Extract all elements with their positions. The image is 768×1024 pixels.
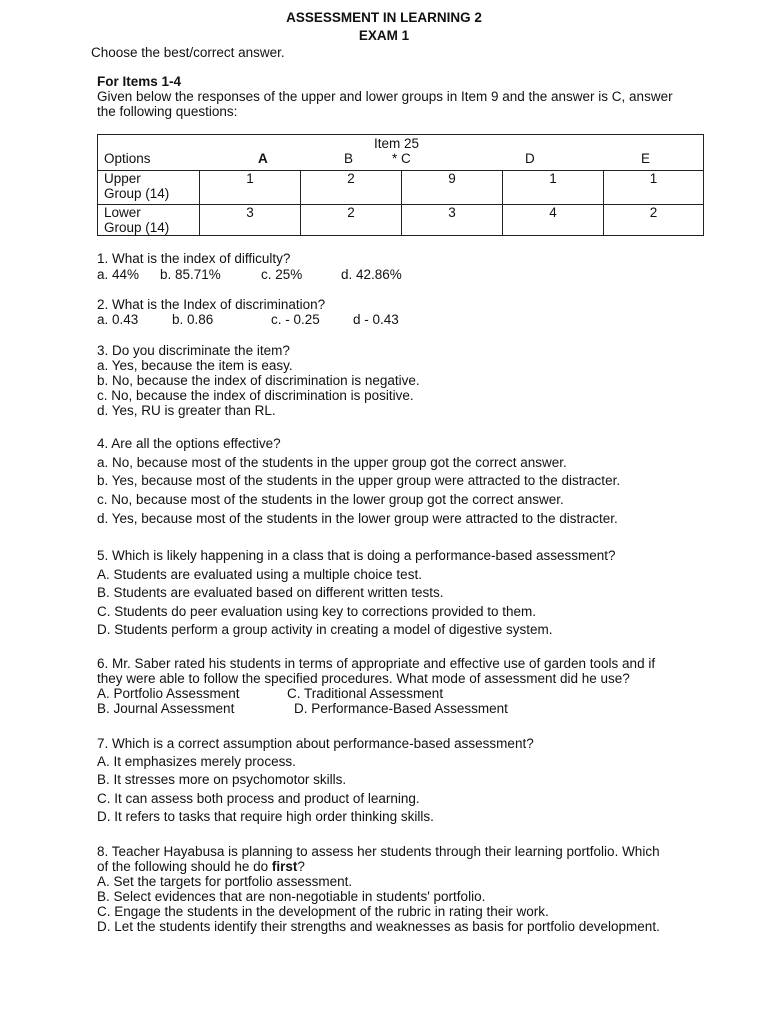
q1-question: 1. What is the index of difficulty? bbox=[97, 251, 291, 266]
q3-option-d: d. Yes, RU is greater than RL. bbox=[97, 403, 276, 418]
q8-question-line2-post: ? bbox=[297, 859, 305, 874]
lower-value-d: 4 bbox=[503, 205, 604, 236]
q7-option-d: D. It refers to tasks that require high order thinking skills. bbox=[97, 809, 434, 824]
q3-option-c: c. No, because the index of discrimination is positive. bbox=[97, 388, 414, 403]
option-c-label: * C bbox=[392, 151, 411, 166]
q4-option-a: a. No, because most of the students in the upper group got the correct answer. bbox=[97, 455, 567, 470]
q6-option-b: B. Journal Assessment bbox=[97, 701, 235, 716]
upper-label-line1: Upper bbox=[104, 171, 141, 186]
q8-option-d: D. Let the students identify their strengths and weaknesses as basis for portfolio development. bbox=[97, 919, 660, 934]
q8-first-emphasis: first bbox=[271, 859, 298, 874]
upper-value-b: 2 bbox=[301, 171, 402, 205]
options-label: Options bbox=[104, 151, 151, 166]
lower-value-c: 3 bbox=[402, 205, 503, 236]
option-b-label: B bbox=[344, 151, 354, 166]
q1-option-c: c. 25% bbox=[261, 267, 303, 282]
q6-option-c: C. Traditional Assessment bbox=[287, 686, 444, 701]
upper-value-a: 1 bbox=[200, 171, 301, 205]
exam-title: ASSESSMENT IN LEARNING 2 bbox=[286, 10, 482, 25]
table-row-upper bbox=[98, 171, 704, 205]
q1-option-b: b. 85.71% bbox=[160, 267, 221, 282]
items-heading: For Items 1-4 bbox=[97, 74, 182, 89]
item-label: Item 25 bbox=[374, 136, 420, 151]
q6-question-line2: they were able to follow the specified procedures. What mode of assessment did he use? bbox=[97, 671, 630, 686]
q2-option-d: d - 0.43 bbox=[353, 312, 399, 327]
q2-option-b: b. 0.86 bbox=[172, 312, 214, 327]
table-row-lower bbox=[98, 205, 704, 236]
lower-value-e: 2 bbox=[604, 205, 704, 236]
option-d-label: D bbox=[525, 151, 535, 166]
table-header-cell bbox=[98, 135, 704, 171]
q5-option-b: B. Students are evaluated based on different written tests. bbox=[97, 585, 444, 600]
q7-option-a: A. It emphasizes merely process. bbox=[97, 754, 296, 769]
option-e-label: E bbox=[641, 151, 651, 166]
table-header-row bbox=[98, 135, 704, 171]
q8-question-line1: 8. Teacher Hayabusa is planning to assess her students through their learning portfolio. Which bbox=[97, 844, 660, 859]
q1-option-a: a. 44% bbox=[97, 267, 140, 282]
q6-option-d: D. Performance-Based Assessment bbox=[294, 701, 508, 716]
q7-option-b: B. It stresses more on psychomotor skills. bbox=[97, 772, 347, 787]
q4-option-d: d. Yes, because most of the students in the lower group were attracted to the distracter. bbox=[97, 511, 618, 526]
lower-value-a: 3 bbox=[200, 205, 301, 236]
q5-option-c: C. Students do peer evaluation using key to corrections provided to them. bbox=[97, 604, 537, 619]
q4-option-b: b. Yes, because most of the students in the upper group were attracted to the distracter. bbox=[97, 473, 621, 488]
q5-question: 5. Which is likely happening in a class that is doing a performance-based assessment? bbox=[97, 548, 616, 563]
q4-question: 4. Are all the options effective? bbox=[97, 436, 281, 451]
lower-label-line1: Lower bbox=[104, 205, 141, 220]
option-a-label: A bbox=[258, 151, 268, 166]
lower-label-line2: Group (14) bbox=[104, 220, 170, 235]
q6-question-line1: 6. Mr. Saber rated his students in terms of appropriate and effective use of garden tools and if bbox=[97, 656, 656, 671]
q2-option-c: c. - 0.25 bbox=[271, 312, 320, 327]
items-text-line1: Given below the responses of the upper and lower groups in Item 9 and the answer is C, answer bbox=[97, 89, 673, 104]
q8-question-line2 bbox=[97, 859, 305, 874]
exam-subtitle: EXAM 1 bbox=[358, 28, 410, 43]
item-analysis-table bbox=[97, 134, 704, 236]
q3-question: 3. Do you discriminate the item? bbox=[97, 343, 290, 358]
q1-option-d: d. 42.86% bbox=[341, 267, 402, 282]
q8-option-c: C. Engage the students in the development of the rubric in rating their work. bbox=[97, 904, 549, 919]
q7-question: 7. Which is a correct assumption about performance-based assessment? bbox=[97, 736, 534, 751]
upper-value-d: 1 bbox=[503, 171, 604, 205]
lower-group-label bbox=[98, 205, 200, 236]
upper-value-c: 9 bbox=[402, 171, 503, 205]
q3-option-b: b. No, because the index of discrimination is negative. bbox=[97, 373, 420, 388]
q7-option-c: C. It can assess both process and product of learning. bbox=[97, 791, 420, 806]
q8-option-b: B. Select evidences that are non-negotiable in students' portfolio. bbox=[97, 889, 486, 904]
upper-value-e: 1 bbox=[604, 171, 704, 205]
q3-option-a: a. Yes, because the item is easy. bbox=[97, 358, 293, 373]
items-text-line2: the following questions: bbox=[97, 104, 238, 119]
upper-label-line2: Group (14) bbox=[104, 186, 170, 201]
q2-option-a: a. 0.43 bbox=[97, 312, 139, 327]
lower-value-b: 2 bbox=[301, 205, 402, 236]
q2-question: 2. What is the Index of discrimination? bbox=[97, 297, 326, 312]
q8-option-a: A. Set the targets for portfolio assessment. bbox=[97, 874, 353, 889]
upper-group-label bbox=[98, 171, 200, 205]
q8-question-line2-pre: of the following should he do bbox=[97, 859, 272, 874]
instruction: Choose the best/correct answer. bbox=[91, 45, 285, 60]
q5-option-d: D. Students perform a group activity in creating a model of digestive system. bbox=[97, 622, 553, 637]
q5-option-a: A. Students are evaluated using a multiple choice test. bbox=[97, 567, 422, 582]
q4-option-c: c. No, because most of the students in the lower group got the correct answer. bbox=[97, 492, 564, 507]
q6-option-a: A. Portfolio Assessment bbox=[97, 686, 240, 701]
